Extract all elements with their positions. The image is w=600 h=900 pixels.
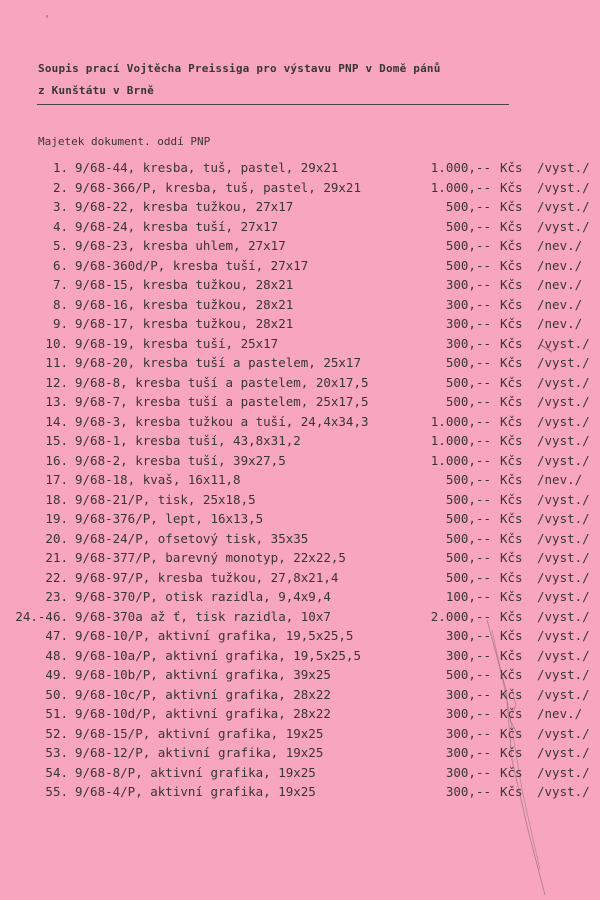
item-status: /vyst./ — [537, 569, 590, 585]
list-item — [0, 667, 600, 687]
list-item — [0, 472, 600, 492]
list-item — [0, 550, 600, 570]
list-item — [0, 336, 600, 356]
item-status: /vyst./ — [537, 745, 590, 760]
item-price: 500,-- — [445, 530, 491, 546]
item-status: /vyst./ — [537, 608, 590, 624]
item-price: 500,-- — [445, 511, 491, 526]
list-item — [0, 531, 600, 551]
item-status: /vyst./ — [537, 764, 590, 780]
item-description: 9/68-15/P, aktivní grafika, 19x25 — [75, 725, 324, 741]
title-underline — [37, 104, 509, 105]
item-number: 47. — [45, 628, 68, 643]
item-currency: Kčs — [500, 199, 523, 214]
item-description: 9/68-97/P, kresba tužkou, 27,8x21,4 — [75, 569, 339, 585]
item-price: 300,-- — [445, 706, 491, 721]
item-number: 54. — [45, 764, 68, 780]
item-description: 9/68-366/P, kresba, tuš, pastel, 29x21 — [75, 179, 361, 195]
item-currency: Kčs — [500, 686, 523, 702]
item-status: /vyst./ — [537, 628, 590, 643]
item-currency: Kčs — [500, 784, 523, 799]
stray-mark: ' — [44, 14, 51, 25]
list-item — [0, 219, 600, 239]
item-price: 1.000,-- — [430, 452, 491, 468]
item-price: 500,-- — [445, 199, 491, 214]
item-description: 9/68-3, kresba tužkou a tuší, 24,4x34,3 — [75, 413, 369, 429]
item-description: 9/68-8, kresba tuší a pastelem, 20x17,5 — [75, 374, 369, 390]
item-currency: Kčs — [500, 335, 523, 351]
item-number: 18. — [45, 491, 68, 507]
item-price: 500,-- — [445, 394, 491, 409]
list-item — [0, 706, 600, 726]
item-description: 9/68-4/P, aktivní grafika, 19x25 — [75, 784, 316, 799]
list-item — [0, 316, 600, 336]
item-description: 9/68-20, kresba tuší a pastelem, 25x17 — [75, 355, 361, 370]
item-currency: Kčs — [500, 374, 523, 390]
list-item — [0, 199, 600, 219]
item-number: 10. — [45, 335, 68, 351]
item-number: 6. — [52, 257, 68, 273]
item-number: 19. — [45, 511, 68, 526]
item-number: 5. — [52, 238, 68, 253]
list-item — [0, 433, 600, 453]
item-number: 8. — [52, 296, 68, 312]
list-item — [0, 726, 600, 746]
item-status: /nev./ — [537, 257, 583, 273]
item-number: 52. — [45, 725, 68, 741]
list-item — [0, 277, 600, 297]
item-description: 9/68-376/P, lept, 16x13,5 — [75, 511, 264, 526]
list-item — [0, 745, 600, 765]
item-status: /vyst./ — [537, 686, 590, 702]
item-currency: Kčs — [500, 452, 523, 468]
item-number: 3. — [52, 199, 68, 214]
item-currency: Kčs — [500, 316, 523, 331]
item-number: 9. — [52, 316, 68, 331]
item-currency: Kčs — [500, 491, 523, 507]
item-price: 500,-- — [445, 472, 491, 487]
item-description: 9/68-1, kresba tuší, 43,8x31,2 — [75, 433, 301, 448]
item-currency: Kčs — [500, 725, 523, 741]
list-item — [0, 648, 600, 668]
item-status: /vyst./ — [537, 335, 590, 351]
item-description: 9/68-10a/P, aktivní grafika, 19,5x25,5 — [75, 647, 361, 663]
document-title-line-2: z Kunštátu v Brně — [38, 84, 154, 97]
item-number: 13. — [45, 394, 68, 409]
item-description: 9/68-44, kresba, tuš, pastel, 29x21 — [75, 160, 339, 175]
item-description: 9/68-2, kresba tuší, 39x27,5 — [75, 452, 286, 468]
item-price: 300,-- — [445, 335, 491, 351]
list-item — [0, 160, 600, 180]
item-price: 1.000,-- — [430, 413, 491, 429]
item-price: 300,-- — [445, 686, 491, 702]
item-number: 22. — [45, 569, 68, 585]
list-item — [0, 687, 600, 707]
list-item — [0, 609, 600, 629]
item-description: 9/68-16, kresba tužkou, 28x21 — [75, 296, 294, 312]
item-description: 9/68-24/P, ofsetový tisk, 35x35 — [75, 530, 309, 546]
list-item — [0, 453, 600, 473]
item-currency: Kčs — [500, 511, 523, 526]
item-price: 1.000,-- — [430, 179, 491, 195]
item-number: 55. — [45, 784, 68, 799]
item-price: 300,-- — [445, 725, 491, 741]
item-currency: Kčs — [500, 628, 523, 643]
item-status: /vyst./ — [537, 589, 590, 604]
item-description: 9/68-23, kresba uhlem, 27x17 — [75, 238, 286, 253]
item-currency: Kčs — [500, 218, 523, 234]
item-description: 9/68-19, kresba tuší, 25x17 — [75, 335, 279, 351]
item-description: 9/68-10c/P, aktivní grafika, 28x22 — [75, 686, 331, 702]
item-currency: Kčs — [500, 238, 523, 253]
item-description: 9/68-10d/P, aktivní grafika, 28x22 — [75, 706, 331, 721]
item-price: 300,-- — [445, 764, 491, 780]
list-item — [0, 375, 600, 395]
item-number: 15. — [45, 433, 68, 448]
item-number: 48. — [45, 647, 68, 663]
item-status: /vyst./ — [537, 550, 590, 565]
list-item — [0, 414, 600, 434]
item-currency: Kčs — [500, 355, 523, 370]
item-currency: Kčs — [500, 550, 523, 565]
list-item — [0, 297, 600, 317]
item-price: 500,-- — [445, 374, 491, 390]
item-currency: Kčs — [500, 394, 523, 409]
item-price: 500,-- — [445, 569, 491, 585]
item-description: 9/68-7, kresba tuší a pastelem, 25x17,5 — [75, 394, 369, 409]
document-title-line-1: Soupis prací Vojtěcha Preissiga pro výstavu PNP v Domě pánů — [38, 62, 441, 75]
item-status: /vyst./ — [537, 160, 590, 175]
item-description: 9/68-17, kresba tužkou, 28x21 — [75, 316, 294, 331]
item-price: 500,-- — [445, 550, 491, 565]
item-currency: Kčs — [500, 608, 523, 624]
item-currency: Kčs — [500, 706, 523, 721]
item-currency: Kčs — [500, 569, 523, 585]
item-price: 1.000,-- — [430, 160, 491, 175]
item-currency: Kčs — [500, 667, 523, 682]
item-status: /vyst./ — [537, 530, 590, 546]
item-number: 14. — [45, 413, 68, 429]
item-currency: Kčs — [500, 433, 523, 448]
item-price: 300,-- — [445, 745, 491, 760]
item-number: 4. — [52, 218, 68, 234]
item-status: /nev./ — [537, 238, 583, 253]
item-status: /vyst./ — [537, 491, 590, 507]
list-item — [0, 628, 600, 648]
item-currency: Kčs — [500, 589, 523, 604]
item-description: 9/68-370a až ť, tisk razidla, 10x7 — [75, 608, 331, 624]
item-currency: Kčs — [500, 277, 523, 292]
item-currency: Kčs — [500, 257, 523, 273]
item-price: 500,-- — [445, 257, 491, 273]
item-price: 500,-- — [445, 491, 491, 507]
item-currency: Kčs — [500, 647, 523, 663]
item-description: 9/68-8/P, aktivní grafika, 19x25 — [75, 764, 316, 780]
item-description: 9/68-15, kresba tužkou, 28x21 — [75, 277, 294, 292]
item-number: 17. — [45, 472, 68, 487]
item-currency: Kčs — [500, 472, 523, 487]
list-item — [0, 258, 600, 278]
item-status: /vyst./ — [537, 355, 590, 370]
item-number: 24.-46. — [15, 608, 68, 624]
item-status: /vyst./ — [537, 452, 590, 468]
item-number: 49. — [45, 667, 68, 682]
item-currency: Kčs — [500, 764, 523, 780]
item-currency: Kčs — [500, 296, 523, 312]
item-currency: Kčs — [500, 179, 523, 195]
item-status: /vyst./ — [537, 218, 590, 234]
item-status: /nev./ — [537, 277, 583, 292]
inventory-list — [0, 160, 600, 804]
item-price: 1.000,-- — [430, 433, 491, 448]
item-number: 50. — [45, 686, 68, 702]
item-description: 9/68-12/P, aktivní grafika, 19x25 — [75, 745, 324, 760]
item-status: /nev./ — [537, 316, 583, 331]
list-item — [0, 511, 600, 531]
item-status: /vyst./ — [537, 647, 590, 663]
item-description: 9/68-24, kresba tuší, 27x17 — [75, 218, 279, 234]
item-status: /vyst./ — [537, 179, 590, 195]
item-currency: Kčs — [500, 745, 523, 760]
item-status: /nev./ — [537, 472, 583, 487]
list-item — [0, 784, 600, 804]
item-description: 9/68-10b/P, aktivní grafika, 39x25 — [75, 667, 331, 682]
item-status: /vyst./ — [537, 511, 590, 526]
item-price: 300,-- — [445, 316, 491, 331]
item-currency: Kčs — [500, 160, 523, 175]
item-price: 300,-- — [445, 784, 491, 799]
list-item — [0, 570, 600, 590]
item-description: 9/68-10/P, aktivní grafika, 19,5x25,5 — [75, 628, 354, 643]
item-price: 300,-- — [445, 277, 491, 292]
item-price: 500,-- — [445, 238, 491, 253]
item-price: 300,-- — [445, 296, 491, 312]
item-status: /nev./ — [537, 296, 583, 312]
item-description: 9/68-21/P, tisk, 25x18,5 — [75, 491, 256, 507]
item-status: /vyst./ — [537, 433, 590, 448]
item-currency: Kčs — [500, 413, 523, 429]
item-price: 2.000,-- — [430, 608, 491, 624]
item-description: 9/68-370/P, otisk razidla, 9,4x9,4 — [75, 589, 331, 604]
list-item — [0, 394, 600, 414]
item-number: 2. — [52, 179, 68, 195]
section-heading: Majetek dokument. oddí PNP — [38, 135, 211, 148]
item-price: 500,-- — [445, 667, 491, 682]
item-status: /vyst./ — [537, 667, 590, 682]
list-item — [0, 238, 600, 258]
item-number: 53. — [45, 745, 68, 760]
item-description: 9/68-360d/P, kresba tuší, 27x17 — [75, 257, 309, 273]
item-number: 23. — [45, 589, 68, 604]
item-number: 1. — [52, 160, 68, 175]
item-price: 500,-- — [445, 355, 491, 370]
item-price: 100,-- — [445, 589, 491, 604]
item-description: 9/68-377/P, barevný monotyp, 22x22,5 — [75, 550, 346, 565]
item-description: 9/68-22, kresba tužkou, 27x17 — [75, 199, 294, 214]
item-price: 300,-- — [445, 647, 491, 663]
item-number: 11. — [45, 355, 68, 370]
item-status: /vyst./ — [537, 413, 590, 429]
list-item — [0, 765, 600, 785]
item-number: 7. — [52, 277, 68, 292]
item-number: 16. — [45, 452, 68, 468]
item-status: /vyst./ — [537, 394, 590, 409]
item-number: 21. — [45, 550, 68, 565]
list-item — [0, 589, 600, 609]
list-item — [0, 180, 600, 200]
list-item — [0, 492, 600, 512]
item-price: 300,-- — [445, 628, 491, 643]
item-currency: Kčs — [500, 530, 523, 546]
list-item — [0, 355, 600, 375]
item-status: /vyst./ — [537, 199, 590, 214]
item-description: 9/68-18, kvaš, 16x11,8 — [75, 472, 241, 487]
item-price: 500,-- — [445, 218, 491, 234]
item-number: 12. — [45, 374, 68, 390]
item-status: /vyst./ — [537, 784, 590, 799]
item-status: /nev./ — [537, 706, 583, 721]
item-status: /vyst./ — [537, 374, 590, 390]
item-status: /vyst./ — [537, 725, 590, 741]
item-number: 20. — [45, 530, 68, 546]
item-number: 51. — [45, 706, 68, 721]
